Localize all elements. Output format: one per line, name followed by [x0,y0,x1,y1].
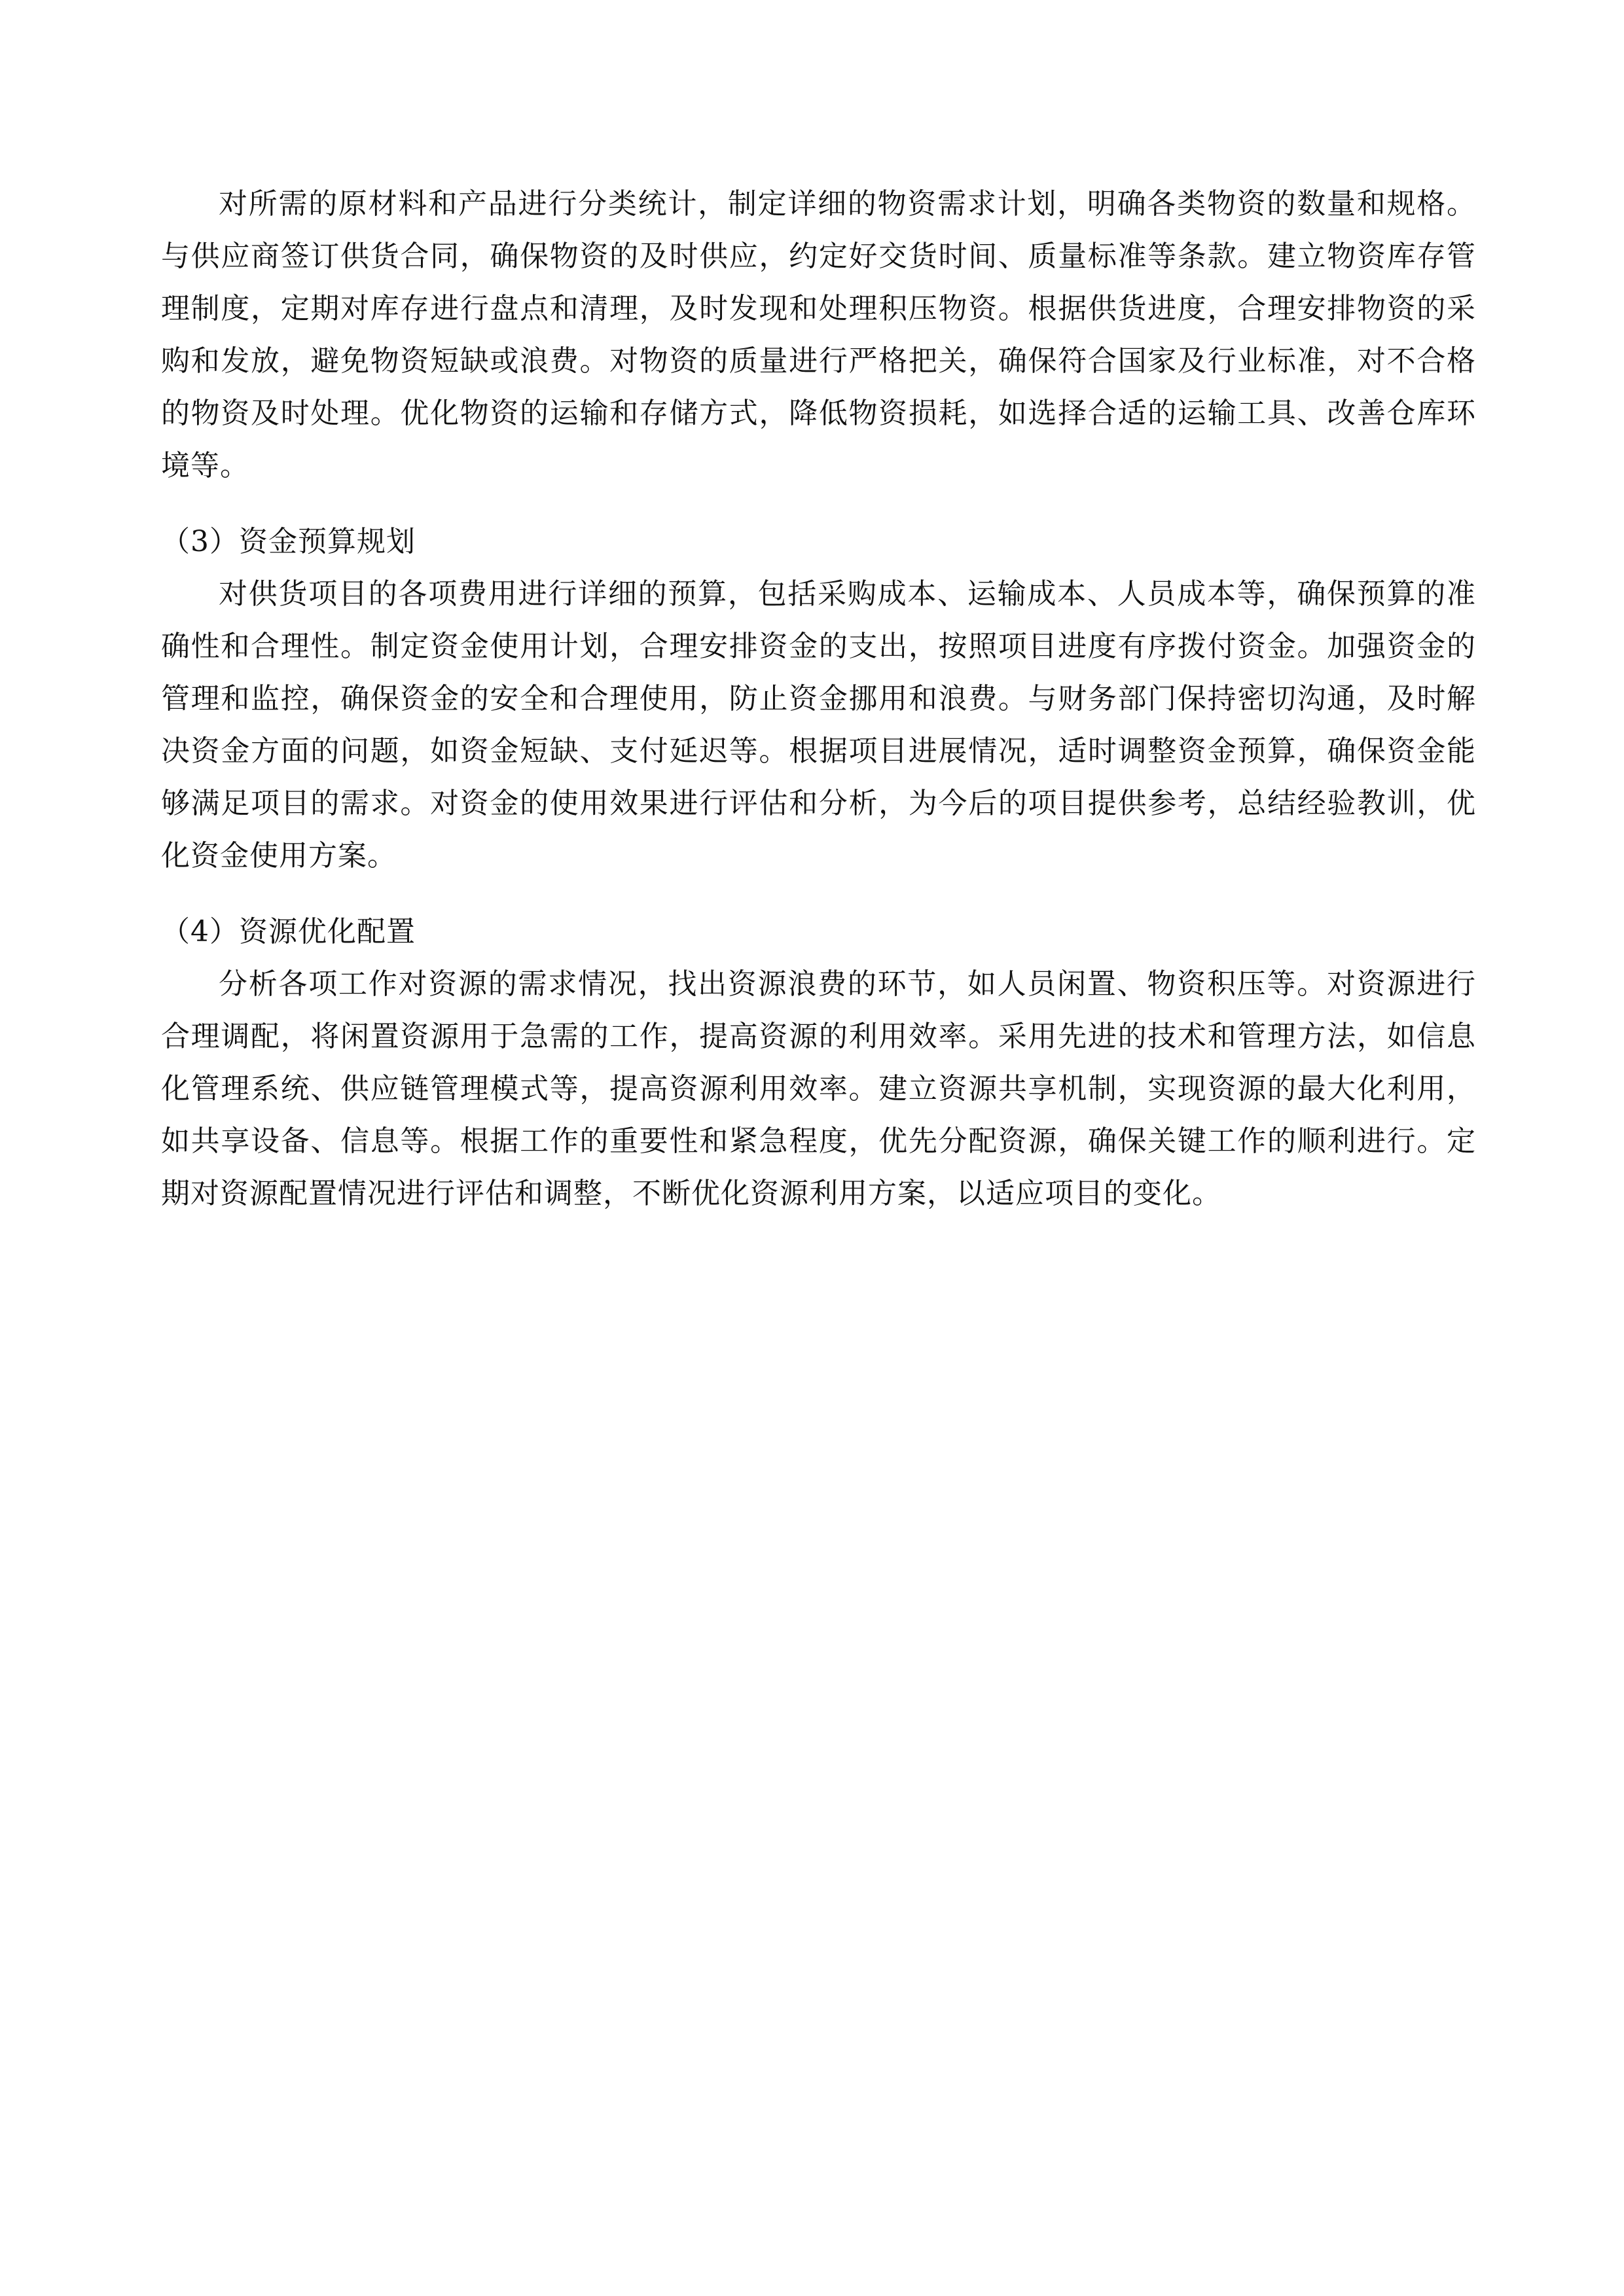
document-body [161,178,1476,1220]
section-heading-budget: （3）资金预算规划 [161,525,416,558]
paragraph-resources: 分析各项工作对资源的需求情况，找出资源浪费的环节，如人员闲置、物资积压等。对资源进行合理调配，将闲置资源用于急需的工作，提高资源的利用效率。采用先进的技术和管理方法，如信息化管理系统、供应链管理模式等，提高资源利用效率。建立资源共享机制，实现资源的最大化利用，如共享设备、信息等。根据工作的重要性和紧急程度，优先分配资源，确保关键工作的顺利进行。定期对资源配置情况进行评估和调整，不断优化资源利用方案，以适应项目的变化。 [161,967,1476,1210]
paragraph-material-plan: 对所需的原材料和产品进行分类统计，制定详细的物资需求计划，明确各类物资的数量和规格。与供应商签订供货合同，确保物资的及时供应，约定好交货时间、质量标准等条款。建立物资库存管理制度，定期对库存进行盘点和清理，及时发现和处理积压物资。根据供货进度，合理安排物资的采购和发放，避免物资短缺或浪费。对物资的质量进行严格把关，确保符合国家及行业标准，对不合格的物资及时处理。优化物资的运输和存储方式，降低物资损耗，如选择合适的运输工具、改善仓库环境等。 [161,187,1476,482]
section-heading-resources: （4）资源优化配置 [161,915,416,948]
paragraph-budget: 对供货项目的各项费用进行详细的预算，包括采购成本、运输成本、人员成本等，确保预算的准确性和合理性。制定资金使用计划，合理安排资金的支出，按照项目进度有序拨付资金。加强资金的管理和监控，确保资金的安全和合理使用，防止资金挪用和浪费。与财务部门保持密切沟通，及时解决资金方面的问题，如资金短缺、支付延迟等。根据项目进展情况，适时调整资金预算，确保资金能够满足项目的需求。对资金的使用效果进行评估和分析，为今后的项目提供参考，总结经验教训，优化资金使用方案。 [161,577,1476,872]
